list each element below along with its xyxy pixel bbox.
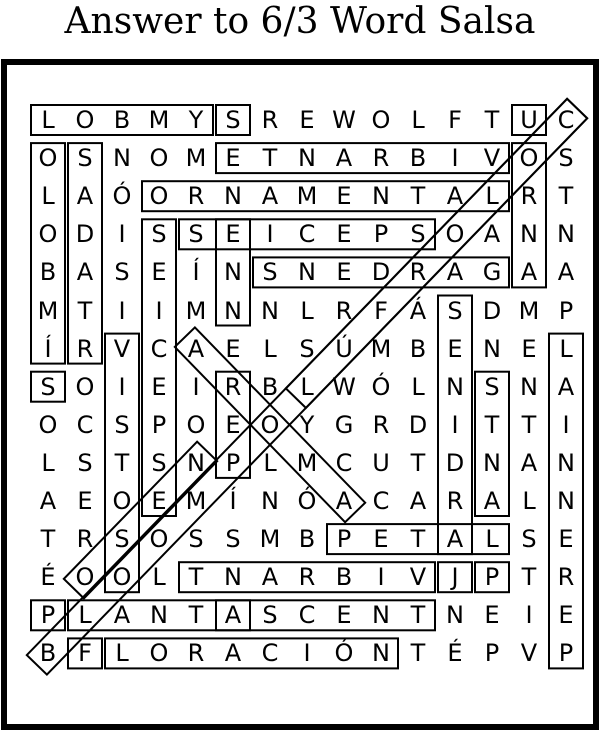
grid-letter: C (335, 448, 353, 477)
grid-letter: E (336, 601, 352, 630)
grid-letter: T (262, 144, 278, 173)
grid-letter: O (149, 144, 169, 173)
grid-letter: G (334, 410, 354, 439)
grid-letter: N (557, 448, 575, 477)
grid-letter: T (77, 296, 93, 325)
grid-letter: I (155, 296, 163, 325)
grid-letter: N (261, 296, 279, 325)
grid-letter: E (521, 334, 537, 363)
grid-letter: E (373, 525, 389, 554)
grid-letter: N (298, 258, 316, 287)
grid-letter: E (225, 144, 241, 173)
grid-letter: O (75, 563, 95, 592)
grid-letter: S (558, 144, 574, 173)
grid-letter: U (520, 106, 538, 134)
grid-letter: O (38, 144, 58, 173)
grid-letter: Ó (112, 182, 132, 211)
grid-letter: M (296, 182, 318, 211)
grid-letter: P (151, 410, 167, 439)
grid-letter: A (483, 487, 501, 515)
grid-letter: S (299, 334, 315, 363)
grid-letter: Y (299, 410, 315, 439)
grid-letter: E (151, 372, 167, 401)
grid-letter: A (557, 372, 575, 401)
grid-letter: L (115, 639, 129, 668)
grid-letter: V (520, 639, 538, 668)
grid-letter: N (261, 487, 279, 515)
grid-letter: W (332, 106, 356, 134)
grid-letter: O (75, 372, 95, 401)
grid-letter: A (520, 258, 538, 287)
grid-letter: L (152, 563, 166, 592)
grid-letter: L (263, 334, 277, 363)
grid-letter: O (149, 639, 169, 668)
grid-letter: L (411, 372, 425, 401)
grid-letter: M (296, 448, 318, 477)
grid-letter: M (37, 296, 59, 325)
grid-letter: T (188, 601, 204, 630)
grid-letter: R (409, 258, 427, 287)
grid-letter: S (77, 448, 93, 477)
grid-letter: B (39, 258, 57, 287)
grid-letter: A (483, 220, 501, 249)
grid-letter: O (260, 410, 280, 439)
grid-letter: R (298, 563, 316, 592)
grid-letter: T (40, 525, 56, 554)
grid-letter: R (187, 182, 205, 211)
grid-letter: S (151, 448, 167, 477)
grid-letter: R (187, 639, 205, 668)
grid-letter: E (225, 410, 241, 439)
grid-letter: Ú (335, 334, 353, 363)
grid-letter: R (76, 525, 94, 554)
grid-letter: D (408, 410, 428, 439)
grid-letter: Y (188, 106, 204, 134)
grid-letter: P (336, 525, 352, 554)
grid-letter: P (373, 220, 389, 249)
grid-letter: N (557, 220, 575, 249)
grid-letter: N (150, 601, 168, 630)
grid-letter: P (484, 563, 500, 592)
grid-letter: É (40, 563, 56, 592)
grid-letter: E (77, 487, 93, 515)
grid-letter: R (446, 487, 464, 515)
grid-letter: T (484, 106, 500, 134)
grid-letter: O (38, 410, 58, 439)
grid-letter: B (298, 525, 316, 554)
grid-letter: Ó (297, 487, 317, 515)
grid-letter: M (185, 144, 207, 173)
grid-letter: F (448, 106, 462, 134)
grid-letter: D (482, 296, 502, 325)
grid-letter: N (372, 182, 390, 211)
grid-letter: M (370, 334, 392, 363)
grid-letter: S (484, 372, 500, 401)
grid-letter: C (372, 487, 390, 515)
grid-letter: I (118, 372, 126, 401)
grid-letter: N (113, 144, 131, 173)
grid-letter: Ó (334, 639, 354, 668)
grid-letter: S (114, 410, 130, 439)
grid-letter: P (558, 639, 574, 668)
grid-letter: V (483, 144, 501, 173)
grid-letter: T (410, 525, 426, 554)
grid-letter: T (410, 601, 426, 630)
grid-letter: N (187, 448, 205, 477)
grid-letter: S (225, 106, 241, 134)
grid-letter: M (185, 296, 207, 325)
grid-letter: C (76, 410, 94, 439)
grid-letter: A (446, 182, 464, 211)
grid-letter: I (451, 144, 459, 173)
grid-letter: S (447, 296, 463, 325)
puzzle-title: Answer to 6/3 Word Salsa (64, 1, 536, 42)
grid-letter: L (41, 448, 55, 477)
grid-letter: M (259, 525, 281, 554)
grid-letter: Á (409, 296, 427, 325)
grid-letter: R (261, 106, 279, 134)
grid-letter: A (520, 448, 538, 477)
grid-letter: Í (44, 334, 52, 363)
grid-letter: T (410, 639, 426, 668)
grid-letter: B (113, 106, 131, 134)
grid-letter: N (298, 144, 316, 173)
grid-letter: N (224, 258, 242, 287)
grid-letter: I (118, 296, 126, 325)
grid-letter: O (149, 182, 169, 211)
grid-letter: P (225, 448, 241, 477)
grid-letter: E (299, 106, 315, 134)
grid-letter: T (114, 448, 130, 477)
word-search-board (1, 59, 599, 730)
grid-letter: C (298, 601, 316, 630)
grid-letter: N (224, 296, 242, 325)
grid-letter: C (261, 639, 279, 668)
grid-letter: A (261, 182, 279, 211)
grid-letter: T (484, 410, 500, 439)
grid-letter: N (224, 563, 242, 592)
grid-letter: A (446, 258, 464, 287)
grid-letter: T (188, 563, 204, 592)
grid-letter: I (266, 220, 274, 249)
grid-letter: I (303, 639, 311, 668)
grid-letter: E (151, 258, 167, 287)
grid-letter: A (224, 639, 242, 668)
grid-letter: O (75, 106, 95, 134)
grid-letter: A (224, 601, 242, 630)
grid-letter: S (40, 372, 56, 401)
grid-letter: S (225, 525, 241, 554)
grid-letter: A (113, 601, 131, 630)
grid-letter: I (525, 601, 533, 630)
grid-letter: L (559, 334, 573, 363)
grid-letter: L (263, 448, 277, 477)
grid-letter: A (335, 487, 353, 515)
grid-letter: T (521, 410, 537, 439)
grid-letter: A (187, 334, 205, 363)
grid-letter: L (485, 182, 499, 211)
grid-letter: N (483, 448, 501, 477)
grid-letter: A (76, 258, 94, 287)
grid-letter: B (409, 144, 427, 173)
grid-letter: F (78, 639, 92, 668)
grid-letter: J (451, 563, 459, 592)
grid-letter: E (447, 334, 463, 363)
grid-letter: M (185, 487, 207, 515)
grid-letter: W (332, 372, 356, 401)
grid-letter: S (77, 144, 93, 173)
grid-letter: B (335, 563, 353, 592)
grid-letter: A (261, 563, 279, 592)
grid-letter: Ó (371, 372, 391, 401)
grid-letter: M (148, 106, 170, 134)
grid-letter: Í (229, 487, 237, 515)
grid-letter: A (557, 258, 575, 287)
grid-letter: N (557, 487, 575, 515)
grid-letter: S (188, 220, 204, 249)
grid-letter: S (521, 525, 537, 554)
grid-letter: E (336, 182, 352, 211)
grid-letter: I (377, 563, 385, 592)
grid-letter: E (225, 334, 241, 363)
grid-letter: T (410, 182, 426, 211)
grid-letter: N (372, 601, 390, 630)
grid-letter: I (192, 372, 200, 401)
grid-letter: I (562, 410, 570, 439)
grid-letter: B (39, 639, 57, 668)
grid-letter: S (151, 220, 167, 249)
grid-letter: D (445, 448, 465, 477)
grid-letter: U (372, 448, 390, 477)
grid-letter: P (558, 296, 574, 325)
grid-letter: O (445, 220, 465, 249)
grid-letter: S (114, 258, 130, 287)
grid-letter: R (224, 372, 242, 401)
grid-letter: E (151, 487, 167, 515)
grid-letter: E (336, 258, 352, 287)
grid-letter: C (557, 106, 575, 134)
grid-letter: A (446, 525, 464, 554)
grid-letter: R (557, 563, 575, 592)
grid-letter: A (76, 182, 94, 211)
grid-letter: O (112, 563, 132, 592)
grid-letter: I (451, 410, 459, 439)
grid-letter: O (149, 525, 169, 554)
grid-letter: N (520, 372, 538, 401)
grid-letter: S (262, 601, 278, 630)
grid-letter: L (300, 372, 314, 401)
grid-letter: N (372, 639, 390, 668)
grid-letter: S (114, 525, 130, 554)
grid-letter: N (446, 372, 464, 401)
grid-letter: S (410, 220, 426, 249)
grid-letter: N (224, 182, 242, 211)
grid-letter: O (112, 487, 132, 515)
grid-letter: T (410, 448, 426, 477)
grid-letter: R (76, 334, 94, 363)
grid-letter: P (484, 639, 500, 668)
grid-letter: T (521, 563, 537, 592)
grid-letter: B (409, 334, 427, 363)
grid-letter: É (447, 639, 463, 668)
grid-letter: I (118, 220, 126, 249)
grid-letter: G (482, 258, 502, 287)
grid-letter: N (520, 220, 538, 249)
grid-letter: O (371, 106, 391, 134)
grid-letter: N (483, 334, 501, 363)
grid-letter: E (336, 220, 352, 249)
grid-letter: C (150, 334, 168, 363)
grid-letter: C (298, 220, 316, 249)
grid-letter: O (519, 144, 539, 173)
grid-letter: E (484, 601, 500, 630)
grid-letter: N (446, 601, 464, 630)
grid-letter: L (78, 601, 92, 630)
grid-letter: B (261, 372, 279, 401)
grid-letter: L (485, 525, 499, 554)
grid-letter: F (374, 296, 388, 325)
grid-letter: V (113, 334, 131, 363)
grid-letter: Í (192, 258, 200, 287)
grid-letter: S (262, 258, 278, 287)
grid-letter: V (409, 563, 427, 592)
grid-letter: D (371, 258, 391, 287)
grid-letter: A (335, 144, 353, 173)
grid-letter: P (40, 601, 56, 630)
grid-letter: E (225, 220, 241, 249)
grid-letter: R (372, 144, 390, 173)
grid-letter: E (558, 601, 574, 630)
grid-letter: L (41, 182, 55, 211)
grid-letter: R (335, 296, 353, 325)
grid-letter: E (558, 525, 574, 554)
grid-letter: A (39, 487, 57, 515)
grid-letter: O (38, 220, 58, 249)
grid-letter: R (520, 182, 538, 211)
grid-letter: M (518, 296, 540, 325)
grid-letter: O (186, 410, 206, 439)
grid-letter: L (300, 296, 314, 325)
grid-letter: L (522, 487, 536, 515)
grid-letter: L (41, 106, 55, 134)
grid-letter: D (75, 220, 95, 249)
grid-letter: A (409, 487, 427, 515)
grid-letter: R (372, 410, 390, 439)
grid-letter: T (558, 182, 574, 211)
grid-letter: S (188, 525, 204, 554)
grid-letter: L (411, 106, 425, 134)
